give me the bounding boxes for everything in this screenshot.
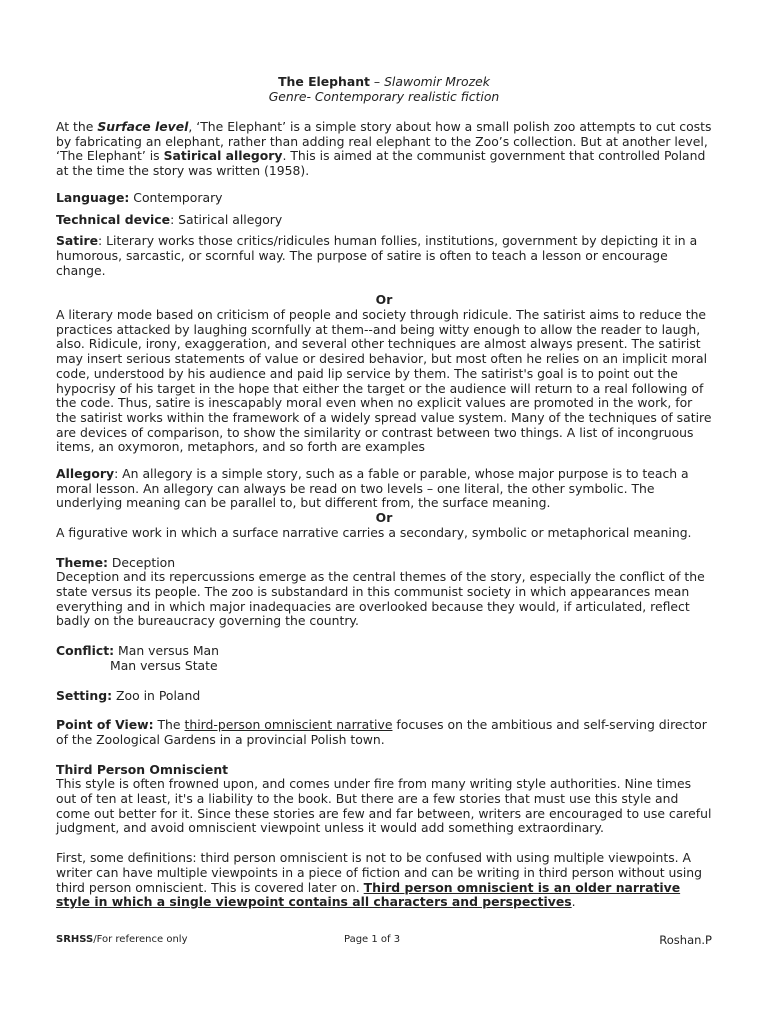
page-footer: [56, 933, 712, 949]
theme-body: Deception and its repercussions emerge as the central themes of the story, especially the conflict of the state versus its people. The zoo is substandard in this communist society in which appearances mean everything and in which major inadequacies are overlooked because they would, if articulated, reflect badly on the bureaucracy governing the country.: [56, 569, 705, 629]
satire-label: Satire: [56, 233, 98, 249]
theme-value: Deception: [107, 554, 176, 570]
theme-label: Theme:: [56, 554, 108, 570]
pov-label: Point of View:: [56, 717, 154, 733]
pov-text-2: focuses on the ambitious and self-serving director of the Zoological Gardens in a provincial Polish town.: [56, 717, 707, 747]
point-of-view-paragraph: [56, 718, 712, 747]
tpo-p2-end: .: [571, 894, 576, 910]
conflict-value-1: Man versus Man: [114, 643, 219, 659]
allegory-label: Allegory: [56, 466, 115, 482]
theme-line: [56, 556, 712, 571]
allegory-def-1: : An allegory is a simple story, such as a fable or parable, whose major purpose is to teach a moral lesson. An allegory can always be read on two levels – one literal, the other symbolic. The underlying meaning can be parallel to, but different from, the surface meaning.: [56, 466, 689, 511]
title-separator: –: [369, 74, 385, 89]
allegory-definition-2: A figurative work in which a surface narrative carries a secondary, symbolic or metaphorical meaning.: [56, 524, 692, 540]
tpo-p2-text: First, some definitions: third person omniscient is not to be confused with using multiple viewpoints. A writer can have multiple viewpoints in a piece of fiction and can be writing in third person without using third person omniscient. This is covered later on.: [56, 850, 702, 895]
tpo-heading: Third Person Omniscient: [56, 761, 229, 777]
intro-text-2: , ‘The Elephant’ is a simple story about how a small polish zoo attempts to cut costs by fabricating an elephant, rather than adding real elephant to the Zoo’s collection. But at another level, ‘The Elephant’ is: [56, 119, 712, 164]
pov-text-1: The: [153, 717, 185, 733]
footer-school: SRHSS: [56, 934, 94, 945]
tpo-paragraph-1: This style is often frowned upon, and comes under fire from many writing style authorities. Nine times out of ten at least, it's a liability to the book. But there are a few stories that must use this style and come out better for it. Since these stories are few and far between, writers are encouraged to use careful judgment, and avoid omniscient viewpoint unless it would add something extraordinary.: [56, 776, 712, 836]
conflict-label: Conflict:: [56, 643, 115, 659]
footer-page-number: Page 1 of 3: [344, 934, 401, 945]
language-value: Contemporary: [129, 189, 223, 205]
tpo-paragraph-2: [56, 851, 712, 910]
surface-level-term: Surface level: [97, 119, 189, 134]
footer-left: [56, 933, 188, 947]
satire-or: Or: [375, 292, 393, 308]
language-line: [56, 191, 712, 206]
satire-definition-2: A literary mode based on criticism of people and society through ridicule. The satirist aims to reduce the practices attacked by laughing scornfully at them--and being witty enough to allow the reader to laugh, also. Ridicule, irony, exaggeration, and several other techniques are almost always present. The satirist may insert serious statements of value or desired behavior, but most often he relies on an implicit moral code, understood by his audience and paid lip service by them. The satirist's goal is to point out the hypocrisy of his target in the hope that either the target or the audience will return to a real following of the code. Thus, satire is inescapably moral even when no explicit values are promoted in the work, for the satirist works within the framework of a widely spread value system. Many of the techniques of satire are devices of comparison, to show the similarity or contrast between two things. A list of incongruous items, an oxymoron, metaphors, and so forth are examples: [56, 307, 712, 455]
allegory-or: Or: [375, 510, 393, 526]
title-line: [0, 75, 768, 90]
title-block: [0, 75, 768, 104]
satire-def-1: : Literary works those critics/ridicules human follies, institutions, government by depicting it in a humorous, sarcastic, or scornful way. The purpose of satire is often to teach a lesson or encourage change.: [56, 233, 698, 278]
doc-title: The Elephant: [278, 74, 370, 89]
doc-author: Slawomir Mrozek: [384, 74, 490, 89]
document-body: [56, 120, 712, 910]
satire-definition-1: [56, 234, 712, 278]
allegory-definition-1: [56, 467, 712, 511]
doc-genre: Genre- Contemporary realistic fiction: [268, 88, 500, 104]
technical-device-line: [56, 213, 712, 228]
footer-author: Roshan.P: [659, 933, 712, 947]
intro-paragraph: [56, 120, 712, 179]
conflict-line: [56, 644, 712, 659]
technical-device-label: Technical device: [56, 211, 171, 227]
setting-value: Zoo in Poland: [112, 687, 201, 703]
technical-device-value: : Satirical allegory: [170, 211, 283, 227]
tpo-p2-emphasis: Third person omniscient is an older narrative style in which a single viewpoint contains all characters and perspectives: [56, 879, 681, 910]
intro-text-3: . This is aimed at the communist government that controlled Poland at the time the story was written (1958).: [56, 148, 706, 179]
conflict-value-2: Man versus State: [110, 657, 218, 673]
pov-link-third-person[interactable]: third-person omniscient narrative: [184, 717, 393, 733]
language-label: Language:: [56, 189, 130, 205]
setting-label: Setting:: [56, 687, 113, 703]
genre-line: [0, 90, 768, 105]
footer-note: /For reference only: [93, 934, 188, 945]
satirical-allegory-term: Satirical allegory: [163, 148, 283, 164]
intro-text-1: At the: [56, 119, 98, 134]
setting-line: [56, 689, 712, 704]
